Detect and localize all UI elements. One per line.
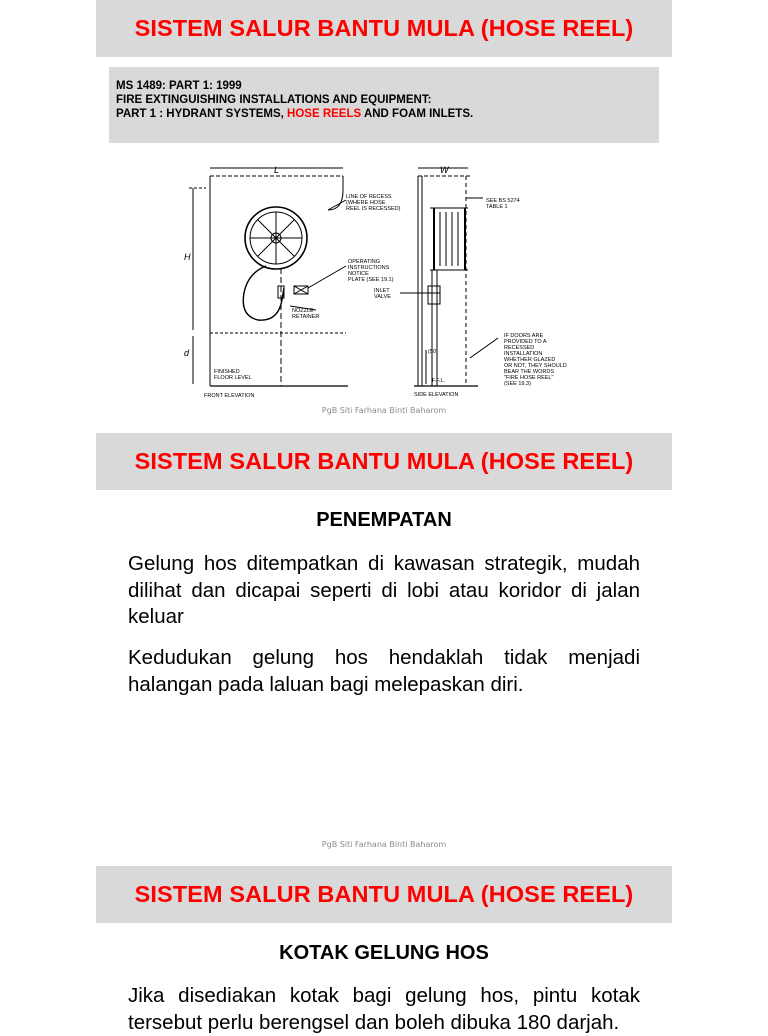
side-valve-body xyxy=(428,286,440,304)
recess-label-line-1: LINE OF RECESS xyxy=(346,194,392,200)
standard-line-3 xyxy=(116,107,473,121)
slide2-title: SISTEM SALUR BANTU MULA (HOSE REEL) xyxy=(134,448,634,474)
dim-l-label: L xyxy=(274,165,280,175)
operating-label-line-4: PLATE (SEE 19.1) xyxy=(348,277,394,283)
recess-label-line-3: REEL IS RECESSED) xyxy=(346,206,401,212)
operating-label-line-2: INSTRUCTIONS xyxy=(348,265,390,271)
doors-label-line-1: IF DOORS ARE xyxy=(504,333,544,339)
nozzle-label-line-2: RETAINER xyxy=(292,314,320,320)
doors-label-line-7: BEAR THE WORDS xyxy=(504,369,555,375)
operating-leader xyxy=(308,266,346,288)
inlet-label-line-1: INLET xyxy=(374,288,390,294)
dim-w-label: W xyxy=(440,165,449,175)
front-recess-curve xyxy=(328,176,343,210)
slide3-heading: KOTAK GELUNG HOS xyxy=(279,942,489,964)
slide2-paragraph-2: Kedudukan gelung hos hendaklah tidak menjadi halangan pada laluan bagi melepaskan diri. xyxy=(128,646,640,696)
standard-line-2: FIRE EXTINGUISHING INSTALLATIONS AND EQUIPMENT: xyxy=(116,94,432,106)
slide2-heading: PENEMPATAN xyxy=(316,509,452,531)
slide1-credit: PgB Siti Farhana Binti Baharom xyxy=(321,406,447,415)
doors-label-line-9: (SEE 19.3) xyxy=(504,381,531,387)
doors-label-line-2: PROVIDED TO A xyxy=(504,339,547,345)
standard-line-3-prefix: PART 1 : HYDRANT SYSTEMS, xyxy=(116,108,288,120)
doors-leader xyxy=(470,338,498,358)
slide2-paragraph-1: Gelung hos ditempatkan di kawasan strategik, mudah dilihat dan dicapai seperti di lobi atau koridor di jalan keluar xyxy=(128,552,640,628)
dim-50-label: (50) xyxy=(428,349,438,355)
nozzle-label-line-1: NOZZLE xyxy=(292,308,314,314)
front-elevation-label: FRONT ELEVATION xyxy=(204,393,255,399)
slide2-title-bar xyxy=(96,433,672,490)
doors-label-line-4: INSTALLATION xyxy=(504,351,543,357)
standard-line-1: MS 1489: PART 1: 1999 xyxy=(116,80,242,92)
inlet-label-line-2: VALVE xyxy=(374,294,391,300)
slide3-title: SISTEM SALUR BANTU MULA (HOSE REEL) xyxy=(134,881,634,907)
floor-label-line-2: FLOOR LEVEL xyxy=(214,375,252,381)
side-elevation-label: SIDE ELEVATION xyxy=(414,392,459,398)
standard-reference-box xyxy=(109,67,659,143)
doors-label-line-6: OR NOT, THEY SHOULD xyxy=(504,363,567,369)
operating-label-line-3: NOTICE xyxy=(348,271,369,277)
operating-label-line-1: OPERATING xyxy=(348,259,380,265)
dim-h-label: H xyxy=(184,252,191,262)
slide3-paragraph-1: Jika disediakan kotak bagi gelung hos, pintu kotak tersebut perlu berengsel dan boleh dibuka 180 darjah. xyxy=(128,984,640,1034)
slide3-title-bar xyxy=(96,866,672,923)
doors-label-line-5: WHETHER GLAZED xyxy=(504,357,556,363)
dim-d-label: d xyxy=(184,348,190,358)
hose-reel-diagram xyxy=(178,158,590,418)
see-bs-label-line-1: SEE BS 5274 xyxy=(486,198,520,204)
slide2-credit: PgB Siti Farhana Binti Baharom xyxy=(321,840,447,849)
see-bs-label-line-2: TABLE 1 xyxy=(486,204,508,210)
standard-line-3-suffix: AND FOAM INLETS. xyxy=(361,108,474,120)
standard-reference-text xyxy=(116,79,473,121)
doors-label-line-8: "FIRE HOSE REEL" xyxy=(504,375,554,381)
ffl-label: F.F.L. xyxy=(432,378,446,384)
doors-label-line-3: RECESSED xyxy=(504,345,535,351)
recess-leader xyxy=(328,200,346,210)
hose-reel-drawing xyxy=(178,158,590,418)
standard-line-3-highlight: HOSE REELS xyxy=(287,108,362,120)
slide1-title-bar xyxy=(96,0,672,57)
floor-label-line-1: FINISHED xyxy=(214,369,240,375)
slide1-title: SISTEM SALUR BANTU MULA (HOSE REEL) xyxy=(134,15,634,41)
recess-label-line-2: (WHERE HOSE xyxy=(346,200,386,206)
